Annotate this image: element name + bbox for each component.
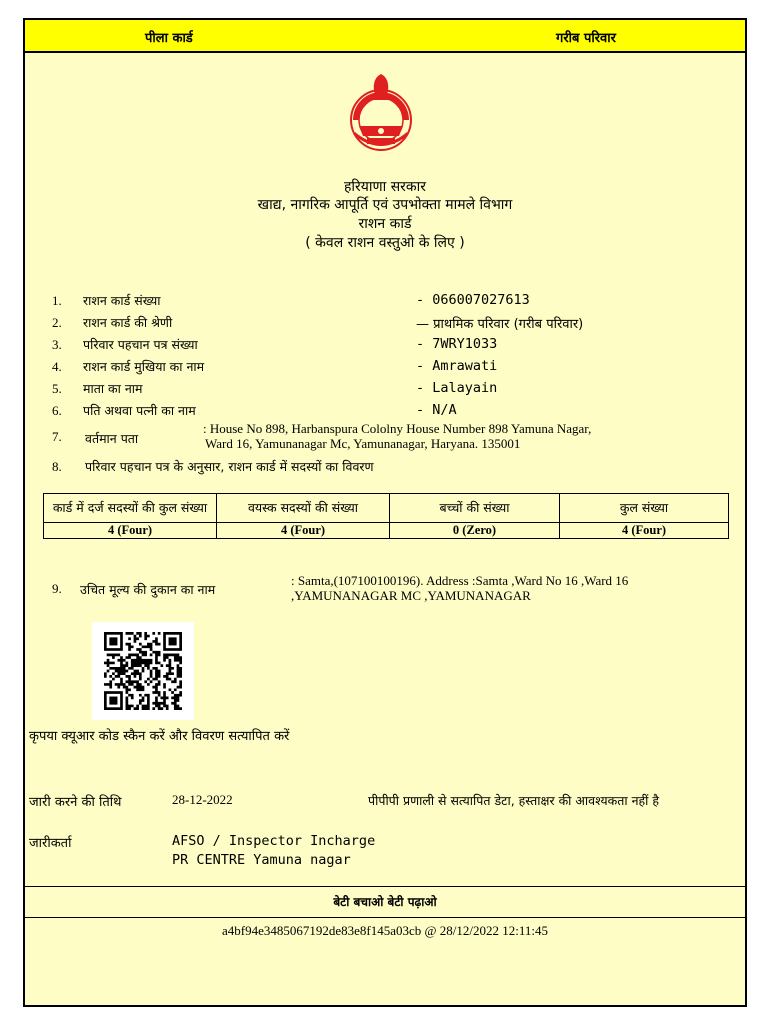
verification-note: पीपीपी प्रणाली से सत्यापित डेटा, हस्ताक्षर की आवश्यकता नहीं है — [368, 793, 660, 808]
table-cell: 0 (Zero) — [390, 523, 560, 539]
field-number: 3. — [52, 337, 62, 352]
card-category-value: — प्राथमिक परिवार (गरीब परिवार) — [416, 317, 584, 332]
shop-line-1: : Samta,(107100100196). Address :Samta ,Ward No 16 ,Ward 16 — [291, 573, 629, 588]
field-label: पति अथवा पत्नी का नाम — [83, 403, 196, 418]
table-cell: 4 (Four) — [44, 523, 217, 539]
card-color-label: पीला कार्ड — [145, 31, 193, 46]
issue-date-value: 28-12-2022 — [172, 792, 233, 807]
field-label: राशन कार्ड की श्रेणी — [83, 315, 173, 330]
field-number: 9. — [52, 581, 62, 596]
slogan-band: बेटी बचाओ बेटी पढ़ाओ — [25, 886, 745, 918]
card-category-label: गरीब परिवार — [556, 31, 616, 46]
qr-code-icon — [92, 622, 194, 720]
field-label: परिवार पहचान पत्र के अनुसार, राशन कार्ड में सदस्यों का विवरण — [85, 459, 374, 474]
family-id-value: - 7WRY1033 — [416, 336, 498, 352]
issuer-line-2: PR CENTRE Yamuna nagar — [172, 852, 351, 868]
field-number: 1. — [52, 293, 62, 308]
field-number: 2. — [52, 315, 62, 330]
ration-card — [23, 18, 747, 1007]
issue-date-label: जारी करने की तिथि — [29, 795, 122, 810]
table-row — [44, 523, 729, 539]
field-number: 4. — [52, 359, 62, 374]
table-cell: 4 (Four) — [560, 523, 729, 539]
mother-name-value: - Lalayain — [416, 380, 498, 396]
address-line-1: : House No 898, Harbanspura Cololny House Number 898 Yamuna Nagar, — [203, 421, 592, 436]
table-cell: 4 (Four) — [217, 523, 390, 539]
spouse-name-value: - N/A — [416, 402, 457, 418]
field-number: 8. — [52, 459, 62, 474]
field-number: 6. — [52, 403, 62, 418]
department-title: खाद्य, नागरिक आपूर्ति एवं उपभोक्ता मामले विभाग — [257, 197, 513, 213]
top-bar — [25, 20, 745, 53]
field-number: 7. — [52, 429, 62, 444]
field-label: राशन कार्ड संख्या — [83, 293, 161, 308]
document-subtitle: ( केवल राशन वस्तुओ के लिए ) — [305, 235, 465, 251]
document-title: राशन कार्ड — [358, 216, 412, 232]
head-name-value: - Amrawati — [416, 358, 498, 374]
table-header-cell: कुल संख्या — [560, 494, 729, 523]
field-label: राशन कार्ड मुखिया का नाम — [83, 359, 205, 374]
ration-card-number: - 066007027613 — [416, 292, 530, 308]
table-header-cell: कार्ड में दर्ज सदस्यों की कुल संख्या — [44, 494, 217, 523]
field-label: उचित मूल्य की दुकान का नाम — [80, 582, 216, 597]
field-number: 5. — [52, 381, 62, 396]
field-label: वर्तमान पता — [85, 431, 139, 446]
issuer-line-1: AFSO / Inspector Incharge — [172, 833, 376, 849]
field-label: माता का नाम — [83, 381, 143, 396]
members-table — [43, 493, 729, 539]
qr-instruction: कृपया क्यूआर कोड स्कैन करें और विवरण सत्यापित करें — [29, 729, 290, 744]
govt-title: हरियाणा सरकार — [343, 179, 427, 195]
haryana-emblem-icon — [345, 70, 417, 152]
shop-line-2: ,YAMUNANAGAR MC ,YAMUNANAGAR — [291, 588, 531, 603]
table-header-row — [44, 494, 729, 523]
address-line-2: Ward 16, Yamunanagar Mc, Yamunanagar, Haryana. 135001 — [205, 436, 521, 451]
issuer-label: जारीकर्ता — [29, 836, 72, 851]
table-header-cell: वयस्क सदस्यों की संख्या — [217, 494, 390, 523]
hash-timestamp: a4bf94e3485067192de83e8f145a03cb @ 28/12/2022 12:11:45 — [222, 923, 548, 938]
qr-code[interactable] — [92, 622, 194, 720]
table-header-cell: बच्चों की संख्या — [390, 494, 560, 523]
field-label: परिवार पहचान पत्र संख्या — [83, 337, 198, 352]
